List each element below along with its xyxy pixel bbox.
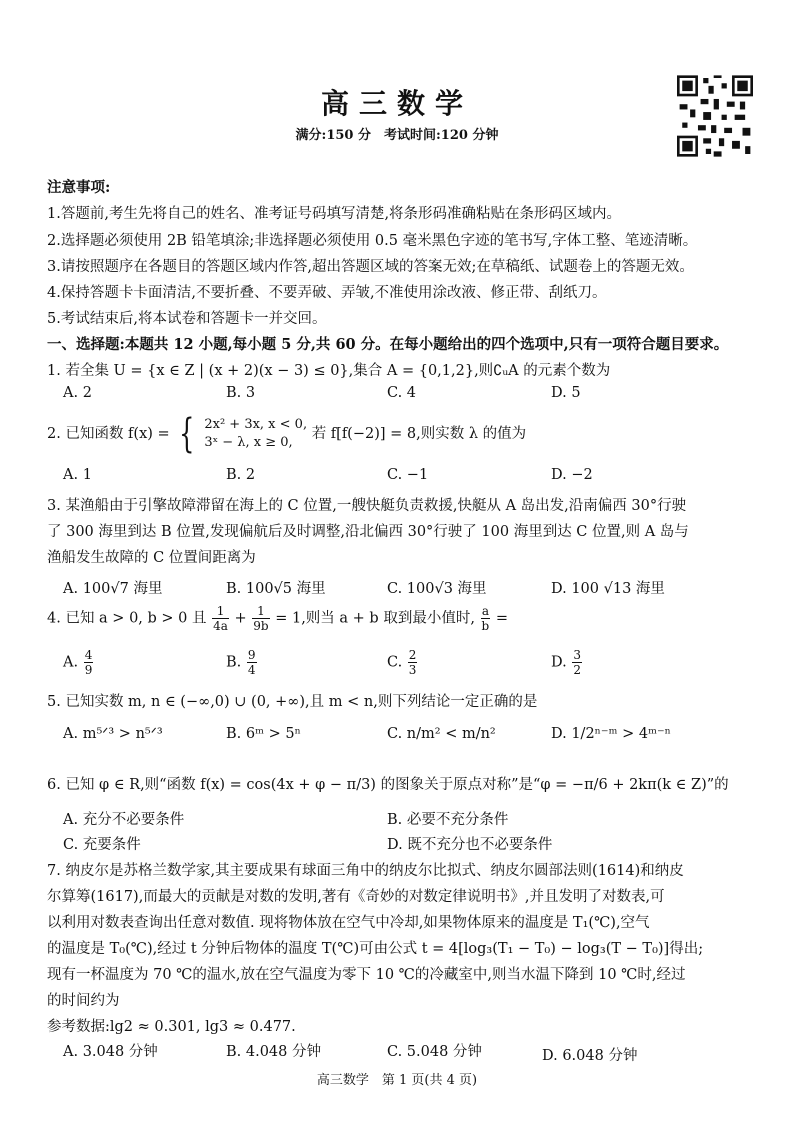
denominator: 3 (408, 663, 417, 677)
question-7-line: 尔算筹(1617),而最大的贡献是对数的发明,著有《奇妙的对数定律说明书》,并且发明了对数表,可 (47, 889, 665, 905)
fraction (84, 648, 94, 677)
option-c: C. n/m² < m/n² (387, 726, 496, 742)
notice-item: 3.请按照题序在各题目的答题区域内作答,超出答题区域的答案无效;在草稿纸、试题卷上的答题无效。 (47, 259, 694, 275)
q2-suffix: 若 f[f(−2)] = 8,则实数 λ 的值为 (311, 426, 527, 442)
brace-icon: { (179, 411, 195, 457)
question-3-line: 3. 某渔船由于引擎故障滞留在海上的 C 位置,一艘快艇负责救援,快艇从 A 岛出发,沿南偏西 30°行驶 (47, 498, 687, 514)
notice-item: 5.考试结束后,将本试卷和答题卡一并交回。 (47, 311, 327, 327)
option-d: D. 既不充分也不必要条件 (387, 837, 553, 853)
denominator: 2 (573, 663, 581, 677)
option-label: D. (551, 654, 567, 671)
q4-prefix: 4. 已知 a > 0, b > 0 且 (47, 610, 207, 627)
option-a: A. 1 (63, 467, 92, 483)
option-c: C. 4 (387, 385, 417, 401)
option-b: B. 100√5 海里 (226, 581, 326, 597)
numerator: 3 (573, 648, 581, 662)
section-heading: 一、选择题:本题共 12 小题,每小题 5 分,共 60 分。在每小题给出的四个选项中,只有一项符合题目要求。 (47, 336, 729, 353)
option-a: A. 充分不必要条件 (63, 812, 185, 828)
question-7-line: 现有一杯温度为 70 ℃的温水,放在空气温度为零下 10 ℃的冷藏室中,则当水温下降到 10 ℃时,经过 (47, 967, 686, 983)
q4-mid: = 1,则当 a + b 取到最小值时, (275, 610, 475, 627)
question-2-stem (47, 411, 764, 457)
numerator: 1 (252, 604, 269, 619)
option-c: C. −1 (387, 467, 429, 483)
denominator: b (481, 619, 490, 633)
option-d (551, 648, 583, 677)
option-c (387, 648, 418, 677)
fraction (212, 604, 229, 633)
reference-data: 参考数据:lg2 ≈ 0.301, lg3 ≈ 0.477. (47, 1019, 296, 1035)
question-7-line: 的时间约为 (47, 993, 120, 1009)
fraction (408, 648, 418, 677)
fraction (252, 604, 269, 633)
denominator: 4 (247, 663, 256, 677)
fraction (572, 648, 582, 677)
numerator: 9 (247, 648, 256, 662)
option-a (63, 648, 94, 677)
numerator: 1 (212, 604, 229, 619)
numerator: 4 (84, 648, 93, 662)
plus-sign: + (234, 610, 247, 627)
denominator: 4a (213, 619, 228, 633)
question-7-line: 以利用对数表查询出任意对数值. 现将物体放在空气中冷却,如果物体原来的温度是 T₁(℃),空气 (47, 915, 650, 931)
question-7-line: 7. 纳皮尔是苏格兰数学家,其主要成果有球面三角中的纳皮尔比拟式、纳皮尔圆部法则(1614)和纳皮 (47, 863, 684, 879)
option-c: C. 100√3 海里 (387, 581, 487, 597)
question-3-line: 了 300 海里到达 B 位置,发现偏航后及时调整,沿北偏西 30°行驶了 100 海里到达 C 位置,则 A 岛与 (47, 524, 689, 540)
notice-item: 4.保持答题卡卡面清洁,不要折叠、不要弄破、弄皱,不准使用涂改液、修正带、刮纸刀。 (47, 285, 607, 301)
question-5-stem: 5. 已知实数 m, n ∈ (−∞,0) ∪ (0, +∞),且 m < n,则下列结论一定正确的是 (47, 694, 538, 710)
option-d: D. −2 (551, 467, 593, 483)
exam-meta: 满分:150 分 考试时间:120 分钟 (295, 128, 499, 143)
option-a: A. 3.048 分钟 (63, 1044, 158, 1060)
option-a: A. m⁵ᐟ³ > n⁵ᐟ³ (63, 726, 163, 742)
question-3-line: 渔船发生故障的 C 位置间距离为 (47, 550, 256, 566)
option-b: B. 6ᵐ > 5ⁿ (226, 726, 301, 742)
option-a: A. 2 (63, 385, 92, 401)
notice-item: 1.答题前,考生先将自己的姓名、准考证号码填写清楚,将条形码准确粘贴在条形码区域内。 (47, 206, 622, 222)
piece-2: 3ˣ − λ, x ≥ 0, (204, 435, 293, 450)
denominator: 9b (253, 619, 269, 633)
fraction (481, 604, 491, 633)
q2-prefix: 2. 已知函数 f(x) = (47, 426, 170, 442)
option-d: D. 100 √13 海里 (551, 581, 665, 597)
piece-1: 2x² + 3x, x < 0, (204, 417, 308, 432)
option-c: C. 充要条件 (63, 837, 141, 853)
option-b: B. 必要不充分条件 (387, 812, 509, 828)
page-title: 高三数学 (320, 87, 473, 120)
piecewise-function (204, 416, 307, 452)
option-d: D. 5 (551, 385, 581, 401)
option-b (226, 648, 258, 677)
numerator: 2 (408, 648, 417, 662)
denominator: 9 (84, 663, 93, 677)
question-7-line: 的温度是 T₀(℃),经过 t 分钟后物体的温度 T(℃)可由公式 t = 4[log₃(T₁ − T₀) − log₃(T − T₀)]得出; (47, 941, 704, 957)
option-b: B. 2 (226, 467, 256, 483)
option-c: C. 5.048 分钟 (387, 1044, 482, 1060)
option-d: D. 1/2ⁿ⁻ᵐ > 4ᵐ⁻ⁿ (551, 726, 671, 742)
option-b: B. 4.048 分钟 (226, 1044, 321, 1060)
option-label: B. (226, 654, 242, 671)
option-a: A. 100√7 海里 (63, 581, 163, 597)
option-label: A. (63, 654, 79, 671)
question-1-stem: 1. 若全集 U = {x ∈ Z | (x + 2)(x − 3) ≤ 0},集合 A = {0,1,2},则∁ᵤA 的元素个数为 (47, 363, 611, 379)
fraction (247, 648, 257, 677)
notice-item: 2.选择题必须使用 2B 铅笔填涂;非选择题必须使用 0.5 毫米黑色字迹的笔书写,字体工整、笔迹清晰。 (47, 233, 698, 249)
equals-sign: = (495, 610, 508, 627)
option-d: D. 6.048 分钟 (542, 1048, 638, 1064)
notice-heading: 注意事项: (47, 179, 111, 196)
question-6-stem: 6. 已知 φ ∈ R,则“函数 f(x) = cos(4x + φ − π/3) 的图象关于原点对称”是“φ = −π/6 + 2kπ(k ∈ Z)”的 (47, 777, 729, 793)
qr-code-icon (677, 75, 753, 157)
numerator: a (481, 604, 489, 618)
question-4-stem (47, 604, 764, 633)
option-label: C. (387, 654, 403, 671)
page-footer: 高三数学 第 1 页(共 4 页) (316, 1073, 478, 1088)
option-b: B. 3 (226, 385, 256, 401)
